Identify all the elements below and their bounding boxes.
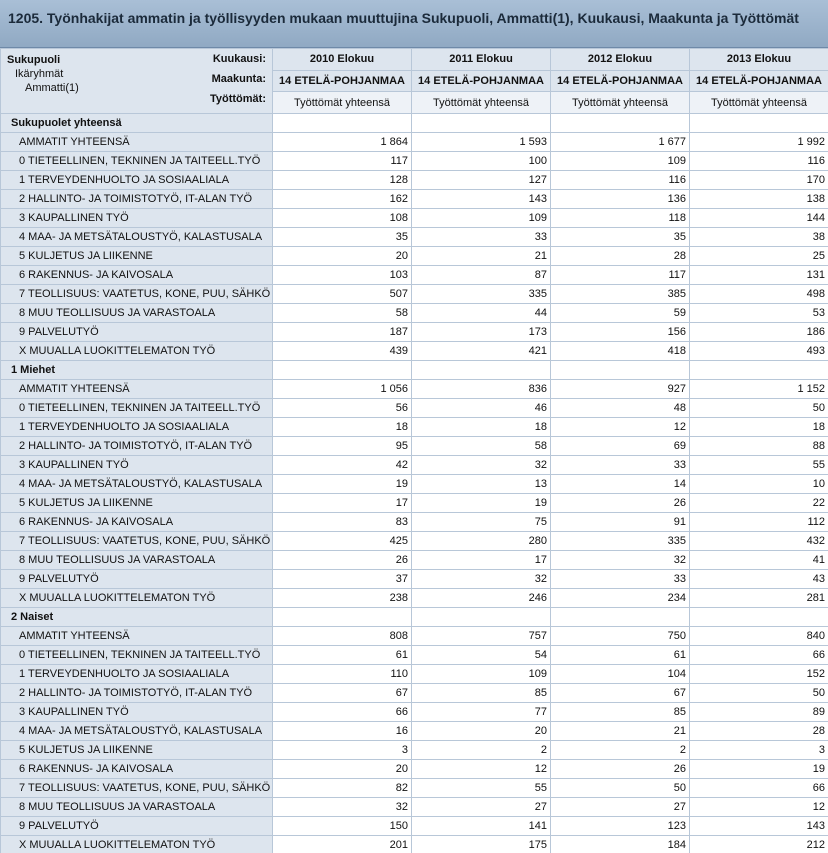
table-row: [1, 418, 828, 437]
data-cell: 170: [690, 171, 828, 190]
data-cell: 175: [412, 836, 551, 853]
data-cell: 89: [690, 703, 828, 722]
data-cell: 26: [551, 760, 690, 779]
table-row: [1, 589, 828, 608]
data-cell: 67: [273, 684, 412, 703]
data-cell: 58: [273, 304, 412, 323]
table-row: [1, 665, 828, 684]
data-cell: 127: [412, 171, 551, 190]
data-cell: 144: [690, 209, 828, 228]
data-cell: 28: [690, 722, 828, 741]
data-cell: 109: [412, 665, 551, 684]
table-row: [1, 342, 828, 361]
data-cell: 281: [690, 589, 828, 608]
data-cell: 162: [273, 190, 412, 209]
data-cell: 280: [412, 532, 551, 551]
row-label: 8 MUU TEOLLISUUS JA VARASTOALA: [1, 304, 273, 323]
data-cell: 66: [273, 703, 412, 722]
data-cell: 21: [412, 247, 551, 266]
column-header-kuukausi[interactable]: 2012 Elokuu: [551, 49, 690, 71]
empty-cell: [273, 361, 412, 380]
data-cell: 136: [551, 190, 690, 209]
row-label: 1 TERVEYDENHUOLTO JA SOSIAALIALA: [1, 418, 273, 437]
data-cell: 12: [690, 798, 828, 817]
data-cell: 116: [690, 152, 828, 171]
table-row: [1, 532, 828, 551]
table-row: [1, 152, 828, 171]
table-row: [1, 285, 828, 304]
column-header-tyottomat[interactable]: Työttömät yhteensä: [412, 92, 551, 114]
data-cell: 432: [690, 532, 828, 551]
data-cell: 37: [273, 570, 412, 589]
table-row: [1, 722, 828, 741]
empty-cell: [690, 608, 828, 627]
data-cell: 44: [412, 304, 551, 323]
data-cell: 33: [551, 456, 690, 475]
data-cell: 27: [412, 798, 551, 817]
row-label: 0 TIETEELLINEN, TEKNINEN JA TAITEELL.TYÖ: [1, 399, 273, 418]
page-title: 1205. Työnhakijat ammatin ja työllisyyden mukaan muuttujina Sukupuoli, Ammatti(1), Kuukausi, Maakunta ja Työttömät: [0, 0, 828, 48]
data-cell: 46: [412, 399, 551, 418]
data-cell: 55: [412, 779, 551, 798]
row-label: X MUUALLA LUOKITTELEMATON TYÖ: [1, 342, 273, 361]
data-cell: 58: [412, 437, 551, 456]
data-cell: 104: [551, 665, 690, 684]
data-cell: 493: [690, 342, 828, 361]
data-cell: 50: [690, 684, 828, 703]
row-label: 7 TEOLLISUUS: VAATETUS, KONE, PUU, SÄHKÖ: [1, 285, 273, 304]
row-label: 2 HALLINTO- JA TOIMISTOTYÖ, IT-ALAN TYÖ: [1, 437, 273, 456]
group-row: [1, 361, 828, 380]
stub-ikaryhmat: Ikäryhmät: [15, 68, 64, 80]
data-cell: 61: [273, 646, 412, 665]
data-cell: 335: [412, 285, 551, 304]
data-cell: 55: [690, 456, 828, 475]
column-header-tyottomat[interactable]: Työttömät yhteensä: [551, 92, 690, 114]
data-cell: 128: [273, 171, 412, 190]
row-label: 9 PALVELUTYÖ: [1, 323, 273, 342]
data-cell: 32: [551, 551, 690, 570]
header-label-maakunta: Maakunta:: [211, 73, 266, 85]
data-cell: 54: [412, 646, 551, 665]
group-row: [1, 114, 828, 133]
data-cell: 1 864: [273, 133, 412, 152]
data-cell: 85: [412, 684, 551, 703]
data-cell: 85: [551, 703, 690, 722]
row-label: 7 TEOLLISUUS: VAATETUS, KONE, PUU, SÄHKÖ: [1, 779, 273, 798]
data-cell: 439: [273, 342, 412, 361]
data-cell: 22: [690, 494, 828, 513]
row-label: 9 PALVELUTYÖ: [1, 817, 273, 836]
data-cell: 17: [412, 551, 551, 570]
data-cell: 184: [551, 836, 690, 853]
data-cell: 35: [273, 228, 412, 247]
data-cell: 150: [273, 817, 412, 836]
data-cell: 77: [412, 703, 551, 722]
data-cell: 91: [551, 513, 690, 532]
data-cell: 109: [551, 152, 690, 171]
empty-cell: [273, 608, 412, 627]
data-cell: 123: [551, 817, 690, 836]
group-label: 1 Miehet: [1, 361, 273, 380]
group-row: [1, 608, 828, 627]
row-label: 2 HALLINTO- JA TOIMISTOTYÖ, IT-ALAN TYÖ: [1, 684, 273, 703]
row-label: 5 KULJETUS JA LIIKENNE: [1, 494, 273, 513]
data-cell: 38: [690, 228, 828, 247]
data-cell: 118: [551, 209, 690, 228]
column-header-kuukausi[interactable]: 2011 Elokuu: [412, 49, 551, 71]
row-label: 0 TIETEELLINEN, TEKNINEN JA TAITEELL.TYÖ: [1, 646, 273, 665]
data-cell: 18: [273, 418, 412, 437]
data-cell: 507: [273, 285, 412, 304]
table-row: [1, 779, 828, 798]
data-cell: 425: [273, 532, 412, 551]
data-cell: 69: [551, 437, 690, 456]
stub-header: [1, 49, 273, 114]
data-cell: 50: [690, 399, 828, 418]
data-cell: 87: [412, 266, 551, 285]
data-cell: 138: [690, 190, 828, 209]
stub-ammatti: Ammatti(1): [25, 82, 79, 94]
data-cell: 75: [412, 513, 551, 532]
data-cell: 56: [273, 399, 412, 418]
data-cell: 201: [273, 836, 412, 853]
data-cell: 61: [551, 646, 690, 665]
data-cell: 131: [690, 266, 828, 285]
table-row: [1, 646, 828, 665]
table-row: [1, 817, 828, 836]
group-label: Sukupuolet yhteensä: [1, 114, 273, 133]
table-row: [1, 741, 828, 760]
data-cell: 53: [690, 304, 828, 323]
data-cell: 1 677: [551, 133, 690, 152]
table-row: [1, 703, 828, 722]
data-cell: 1 152: [690, 380, 828, 399]
data-cell: 67: [551, 684, 690, 703]
data-cell: 26: [551, 494, 690, 513]
table-row: [1, 684, 828, 703]
data-cell: 927: [551, 380, 690, 399]
data-cell: 757: [412, 627, 551, 646]
data-cell: 840: [690, 627, 828, 646]
table-row: [1, 266, 828, 285]
data-cell: 1 056: [273, 380, 412, 399]
row-label: 2 HALLINTO- JA TOIMISTOTYÖ, IT-ALAN TYÖ: [1, 190, 273, 209]
header-label-kuukausi: Kuukausi:: [212, 53, 266, 65]
data-cell: 32: [412, 570, 551, 589]
row-label: 1 TERVEYDENHUOLTO JA SOSIAALIALA: [1, 665, 273, 684]
column-header-maakunta[interactable]: 14 ETELÄ-POHJANMAA: [412, 70, 551, 92]
data-cell: 3: [690, 741, 828, 760]
row-label: AMMATIT YHTEENSÄ: [1, 627, 273, 646]
row-label: AMMATIT YHTEENSÄ: [1, 380, 273, 399]
data-cell: 14: [551, 475, 690, 494]
stub-sukupuoli: Sukupuoli: [7, 54, 61, 66]
data-cell: 59: [551, 304, 690, 323]
table-row: [1, 437, 828, 456]
data-cell: 109: [412, 209, 551, 228]
table-row: [1, 494, 828, 513]
data-cell: 116: [551, 171, 690, 190]
row-label: 9 PALVELUTYÖ: [1, 570, 273, 589]
table-row: [1, 475, 828, 494]
row-label: X MUUALLA LUOKITTELEMATON TYÖ: [1, 589, 273, 608]
data-cell: 20: [412, 722, 551, 741]
data-cell: 750: [551, 627, 690, 646]
data-cell: 32: [273, 798, 412, 817]
data-cell: 498: [690, 285, 828, 304]
row-label: 0 TIETEELLINEN, TEKNINEN JA TAITEELL.TYÖ: [1, 152, 273, 171]
data-cell: 26: [273, 551, 412, 570]
empty-cell: [412, 608, 551, 627]
row-label: X MUUALLA LUOKITTELEMATON TYÖ: [1, 836, 273, 853]
row-label: 5 KULJETUS JA LIIKENNE: [1, 247, 273, 266]
table-row: [1, 380, 828, 399]
data-cell: 16: [273, 722, 412, 741]
data-cell: 186: [690, 323, 828, 342]
data-cell: 20: [273, 760, 412, 779]
data-cell: 18: [690, 418, 828, 437]
data-cell: 141: [412, 817, 551, 836]
group-label: 2 Naiset: [1, 608, 273, 627]
table-row: [1, 836, 828, 853]
data-cell: 27: [551, 798, 690, 817]
table-row: [1, 760, 828, 779]
data-cell: 152: [690, 665, 828, 684]
column-header-maakunta[interactable]: 14 ETELÄ-POHJANMAA: [273, 70, 412, 92]
data-cell: 66: [690, 646, 828, 665]
data-cell: 33: [551, 570, 690, 589]
table-row: [1, 190, 828, 209]
data-cell: 48: [551, 399, 690, 418]
data-cell: 418: [551, 342, 690, 361]
empty-cell: [690, 361, 828, 380]
data-cell: 112: [690, 513, 828, 532]
data-cell: 2: [551, 741, 690, 760]
data-cell: 41: [690, 551, 828, 570]
column-header-kuukausi[interactable]: 2013 Elokuu: [690, 49, 828, 71]
row-label: 8 MUU TEOLLISUUS JA VARASTOALA: [1, 551, 273, 570]
data-cell: 12: [412, 760, 551, 779]
empty-cell: [551, 361, 690, 380]
column-header-tyottomat[interactable]: Työttömät yhteensä: [690, 92, 828, 114]
table-row: [1, 513, 828, 532]
data-cell: 246: [412, 589, 551, 608]
data-cell: 117: [273, 152, 412, 171]
data-cell: 212: [690, 836, 828, 853]
data-cell: 17: [273, 494, 412, 513]
data-cell: 173: [412, 323, 551, 342]
data-cell: 33: [412, 228, 551, 247]
data-cell: 12: [551, 418, 690, 437]
row-label: 3 KAUPALLINEN TYÖ: [1, 209, 273, 228]
data-cell: 3: [273, 741, 412, 760]
data-cell: 808: [273, 627, 412, 646]
table-row: [1, 551, 828, 570]
data-cell: 385: [551, 285, 690, 304]
data-cell: 21: [551, 722, 690, 741]
row-label: 6 RAKENNUS- JA KAIVOSALA: [1, 760, 273, 779]
column-header-maakunta[interactable]: 14 ETELÄ-POHJANMAA: [690, 70, 828, 92]
data-cell: 100: [412, 152, 551, 171]
table-row: [1, 399, 828, 418]
table-row: [1, 228, 828, 247]
row-label: 4 MAA- JA METSÄTALOUSTYÖ, KALASTUSALA: [1, 228, 273, 247]
data-cell: 43: [690, 570, 828, 589]
row-label: 4 MAA- JA METSÄTALOUSTYÖ, KALASTUSALA: [1, 475, 273, 494]
table-row: [1, 247, 828, 266]
empty-cell: [273, 114, 412, 133]
data-cell: 335: [551, 532, 690, 551]
column-header-maakunta[interactable]: 14 ETELÄ-POHJANMAA: [551, 70, 690, 92]
data-cell: 19: [690, 760, 828, 779]
data-cell: 35: [551, 228, 690, 247]
table-row: [1, 627, 828, 646]
data-cell: 110: [273, 665, 412, 684]
row-label: 3 KAUPALLINEN TYÖ: [1, 703, 273, 722]
column-header-kuukausi[interactable]: 2010 Elokuu: [273, 49, 412, 71]
table-row: [1, 304, 828, 323]
data-cell: 19: [273, 475, 412, 494]
data-cell: 187: [273, 323, 412, 342]
data-cell: 234: [551, 589, 690, 608]
row-label: 6 RAKENNUS- JA KAIVOSALA: [1, 266, 273, 285]
data-cell: 82: [273, 779, 412, 798]
data-cell: 103: [273, 266, 412, 285]
data-cell: 18: [412, 418, 551, 437]
row-label: 7 TEOLLISUUS: VAATETUS, KONE, PUU, SÄHKÖ: [1, 532, 273, 551]
empty-cell: [551, 608, 690, 627]
data-cell: 1 593: [412, 133, 551, 152]
data-cell: 88: [690, 437, 828, 456]
data-cell: 108: [273, 209, 412, 228]
data-cell: 95: [273, 437, 412, 456]
row-label: 6 RAKENNUS- JA KAIVOSALA: [1, 513, 273, 532]
data-cell: 143: [690, 817, 828, 836]
data-cell: 50: [551, 779, 690, 798]
empty-cell: [551, 114, 690, 133]
header-label-tyottomat: Työttömät:: [209, 93, 266, 105]
data-cell: 42: [273, 456, 412, 475]
data-cell: 2: [412, 741, 551, 760]
data-cell: 20: [273, 247, 412, 266]
data-cell: 25: [690, 247, 828, 266]
row-label: 8 MUU TEOLLISUUS JA VARASTOALA: [1, 798, 273, 817]
table-row: [1, 323, 828, 342]
data-cell: 13: [412, 475, 551, 494]
data-cell: 19: [412, 494, 551, 513]
data-cell: 66: [690, 779, 828, 798]
table-row: [1, 209, 828, 228]
data-cell: 83: [273, 513, 412, 532]
data-cell: 156: [551, 323, 690, 342]
empty-cell: [412, 114, 551, 133]
empty-cell: [690, 114, 828, 133]
data-cell: 117: [551, 266, 690, 285]
row-label: 4 MAA- JA METSÄTALOUSTYÖ, KALASTUSALA: [1, 722, 273, 741]
empty-cell: [412, 361, 551, 380]
table-row: [1, 133, 828, 152]
header-row-kuukausi: [1, 49, 828, 71]
data-cell: 10: [690, 475, 828, 494]
data-cell: 836: [412, 380, 551, 399]
table-row: [1, 171, 828, 190]
data-cell: 238: [273, 589, 412, 608]
row-label: 5 KULJETUS JA LIIKENNE: [1, 741, 273, 760]
data-table: [0, 48, 828, 853]
table-row: [1, 570, 828, 589]
table-row: [1, 798, 828, 817]
data-cell: 421: [412, 342, 551, 361]
row-label: AMMATIT YHTEENSÄ: [1, 133, 273, 152]
table-row: [1, 456, 828, 475]
data-cell: 28: [551, 247, 690, 266]
row-label: 3 KAUPALLINEN TYÖ: [1, 456, 273, 475]
data-cell: 32: [412, 456, 551, 475]
data-cell: 1 992: [690, 133, 828, 152]
column-header-tyottomat[interactable]: Työttömät yhteensä: [273, 92, 412, 114]
data-cell: 143: [412, 190, 551, 209]
row-label: 1 TERVEYDENHUOLTO JA SOSIAALIALA: [1, 171, 273, 190]
